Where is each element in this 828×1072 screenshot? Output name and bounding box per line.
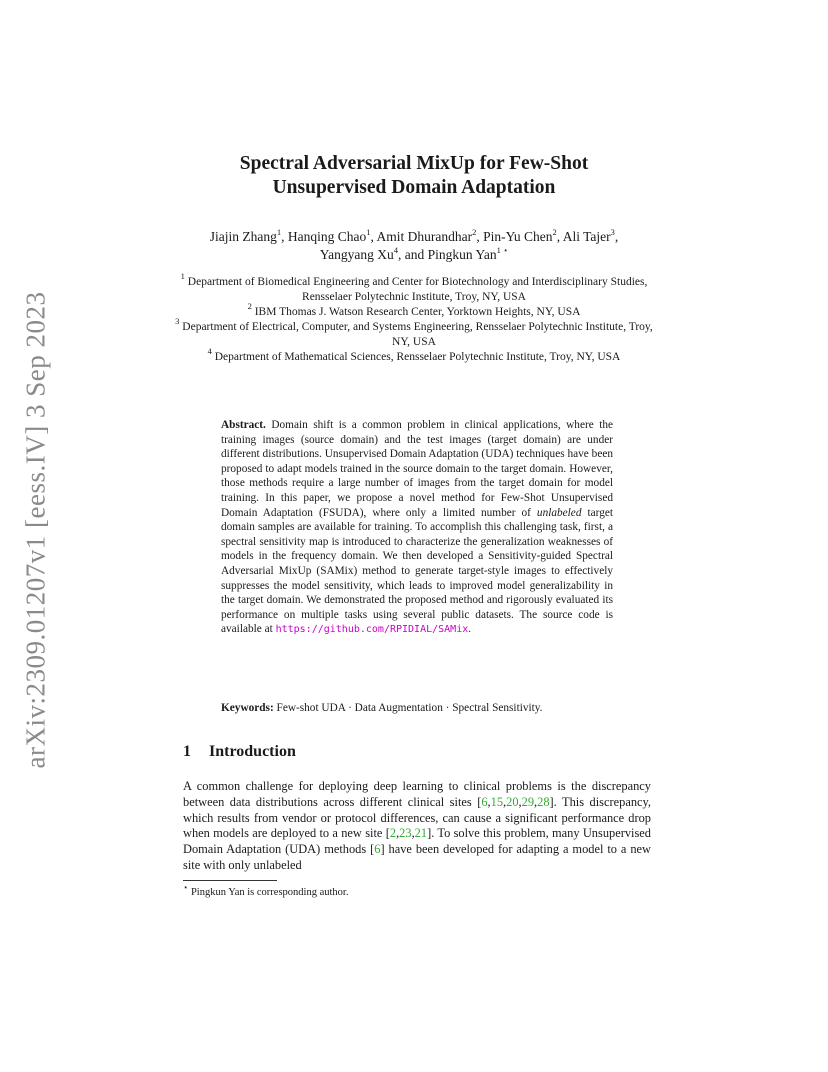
affiliation-number: 2 [247,301,252,312]
author-affiliation-mark: 1 ⋆ [496,244,509,255]
keywords-text: Few-shot UDA · Data Augmentation · Spectral Sensitivity. [276,702,543,714]
author-name: Jiajin Zhang [209,229,277,244]
abstract-text: target domain samples are available for training. To accomplish this challenging task, first, a spectral sensitivity map is introduced to characterize the generalization weaknesses of models in the frequency domain. We then developed a Sensitivity-guided Spectral Adversarial MixUp (SAMix) method to generate target-style images to effectively suppresses the model sensitivity, which leads to improved model generalizability in the target domain. We demonstrated the proposed method and rigorously evaluated its performance on multiple tasks using several public datasets. The source code is available at [221,506,613,636]
affiliation-number: 1 [180,271,185,282]
author-affiliation-mark: 2 [472,226,477,237]
citation-link[interactable]: 28 [537,794,550,809]
abstract-text: Domain shift is a common problem in clinical applications, where the training images (source domain) and the test images (target domain) are under different distributions. Unsupervised Domain Adaptation (UDA) techniques have been proposed to adapt models trained in the source domain to the target domain. However, those methods require a large number of images from the target domain for model training. In this paper, we propose a novel method for Few-Shot Unsupervised Domain Adaptation (FSUDA), where only a limited number of [221,419,613,519]
footnote-divider [183,880,277,881]
paper-title [180,152,648,200]
author-affiliation-mark: 4 [393,244,398,255]
paragraph-text: A common challenge for deploying deep learning to clinical problems is the discrepancy between data distributions across different clinical sites [ [183,779,651,809]
keywords-label: Keywords: [221,702,274,714]
footnote [183,881,349,899]
citation-link[interactable]: 2 [389,826,397,841]
citation-link[interactable]: 20 [506,794,519,809]
title-line-1: Spectral Adversarial MixUp for Few-Shot [239,153,589,174]
affiliation-item [170,316,658,350]
affiliation-text: Department of Biomedical Engineering and Center for Biotechnology and Interdisciplinary Studies, Rensselaer Polytechnic Institute, Troy, NY, USA [187,276,648,303]
arxiv-identifier-stamp: arXiv:2309.01207v1 [eess.IV] 3 Sep 2023 [20,291,51,769]
affiliation-list [170,271,658,365]
citation-link[interactable]: 21 [414,826,428,841]
abstract [221,418,613,638]
author-separator: , [556,229,563,244]
author-name: Pin-Yu Chen [483,229,553,244]
section-heading-introduction [183,743,296,761]
affiliation-text: Department of Mathematical Sciences, Rensselaer Polytechnic Institute, Troy, NY, USA [214,351,621,363]
paragraph-text: ]. To solve this problem, many Unsupervised Domain Adaptation (UDA) methods [ [183,826,651,857]
title-line-2: Unsupervised Domain Adaptation [272,177,556,198]
source-code-link[interactable]: https://github.com/RPIDIAL/SAMix [275,624,469,636]
author-list [170,228,658,264]
author-separator: , and [397,247,428,262]
affiliation-text: Department of Electrical, Computer, and Systems Engineering, Rensselaer Polytechnic Institute, Troy, NY, USA [182,321,653,348]
citation-link[interactable]: 15 [490,794,504,809]
author-separator: , [476,229,484,244]
citation-link[interactable]: 29 [521,794,535,809]
affiliation-number: 3 [175,316,180,327]
author-name: Hanqing Chao [287,229,367,244]
author-name: Pingkun Yan [427,247,497,262]
author-name: Yangyang Xu [319,247,394,262]
abstract-end-punctuation: . [468,623,472,636]
paragraph-text: ] have been developed for adapting a model to a new site with only unlabeled [183,842,651,872]
citation-link[interactable]: 6 [481,794,488,809]
author-separator: , [614,229,619,244]
abstract-emphasis: unlabeled [536,506,582,519]
affiliation-item [170,346,658,365]
affiliation-number: 4 [207,346,212,357]
introduction-paragraph: A common challenge for deploying deep learning to clinical problems is the discrepancy between data distributions across different clinical sites [6,15,20,29,28]. This discrepancy, which results from vendor or protocol differences, can cause a significant performance drop when models are deployed to a new site [2,23,21]. To solve this problem, many Unsupervised Domain Adaptation (UDA) methods [6] have been developed for adapting a model to a new site with only unlabeled [183,779,652,872]
abstract-label: Abstract. [221,419,266,431]
footnote-mark: ⋆ [183,881,189,892]
affiliation-text: IBM Thomas J. Watson Research Center, Yorktown Heights, NY, USA [254,306,581,318]
author-separator: , [281,229,288,244]
keywords [221,701,613,716]
section-title: Introduction [209,743,296,760]
affiliation-item [170,271,658,305]
section-number: 1 [183,743,191,760]
author-affiliation-mark: 3 [610,226,615,237]
author-separator: , [370,229,377,244]
citation-link[interactable]: 23 [399,826,412,841]
footnote-text: Pingkun Yan is corresponding author. [190,887,349,898]
author-name: Amit Dhurandhar [376,229,473,244]
affiliation-item [170,301,658,320]
author-affiliation-mark: 1 [366,226,371,237]
author-affiliation-mark: 1 [276,226,282,237]
citation-link[interactable]: 6 [374,842,381,857]
author-name: Ali Tajer [562,229,611,244]
author-affiliation-mark: 2 [552,226,557,237]
paragraph-text: ]. This discrepancy, which results from vendor or protocol differences, can cause a significant performance drop when models are deployed to a new site [ [183,794,652,841]
